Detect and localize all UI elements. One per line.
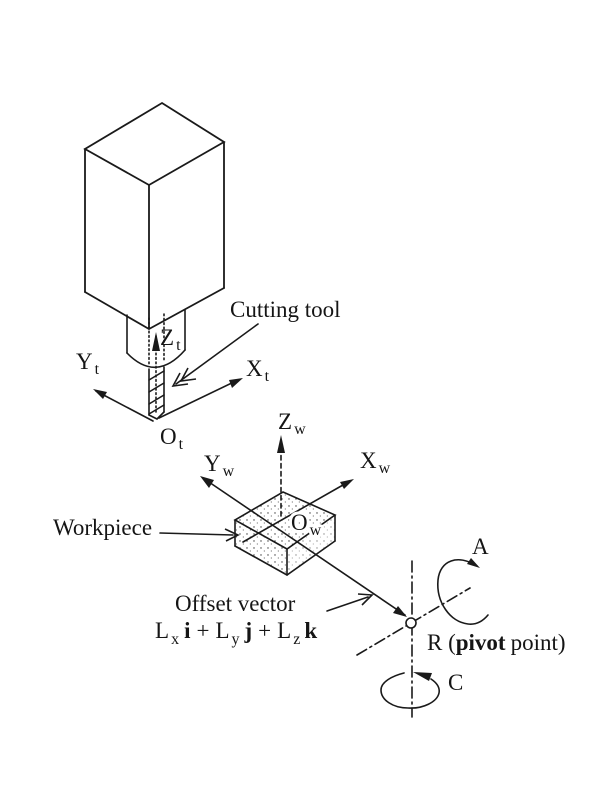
offset-vector-label: Offset vector xyxy=(175,591,296,616)
workpiece-callout xyxy=(53,515,238,541)
xt-axis-line xyxy=(159,380,238,418)
ow-origin-label: O $_w$ xyxy=(291,510,322,539)
spindle-top-face xyxy=(85,103,224,185)
yw-axis-label: Y $_w$ xyxy=(204,451,235,480)
a-axis-label: A xyxy=(472,534,489,559)
pivot-point-marker xyxy=(406,618,416,628)
workpiece-label: Workpiece xyxy=(53,515,153,540)
xt-arrowhead xyxy=(229,378,243,388)
a-rotation-arc xyxy=(438,560,488,624)
spindle-housing xyxy=(85,103,224,329)
cutting-tool-label: Cutting tool xyxy=(230,297,341,322)
offset-vector-leader xyxy=(327,597,368,611)
work-frame-axes xyxy=(200,409,405,615)
xw-axis-label: X $_w$ xyxy=(360,448,391,477)
offset-vector-formula: L $_x$ i + L $_y$ j + L $_z$ k xyxy=(155,618,318,648)
zt-axis-label: Z $_t$ xyxy=(160,325,181,354)
pivot-point-label: R (pivot point) xyxy=(427,630,566,655)
zw-axis-label: Z $_w$ xyxy=(278,409,306,438)
pivot-point-group xyxy=(357,534,566,717)
a-rotation-arrowhead xyxy=(467,558,480,568)
zw-arrowhead xyxy=(277,435,285,453)
spindle-bottom-edges xyxy=(85,288,224,329)
workpiece-leader xyxy=(160,533,233,535)
offset-vector-callout xyxy=(155,591,407,648)
ot-origin-label: O $_t$ xyxy=(160,424,184,453)
zt-arrowhead xyxy=(152,332,160,351)
c-axis-label: C xyxy=(448,670,464,695)
xw-arrowhead xyxy=(340,479,354,489)
yt-axis-label: Y $_t$ xyxy=(76,349,100,378)
yt-arrowhead xyxy=(93,389,107,399)
c-rotation-arc xyxy=(381,673,439,708)
c-rotation-arrowhead xyxy=(413,672,432,681)
tool-frame-axes xyxy=(76,325,270,453)
yw-arrowhead xyxy=(200,476,214,488)
xt-axis-label: X $_t$ xyxy=(246,356,270,385)
